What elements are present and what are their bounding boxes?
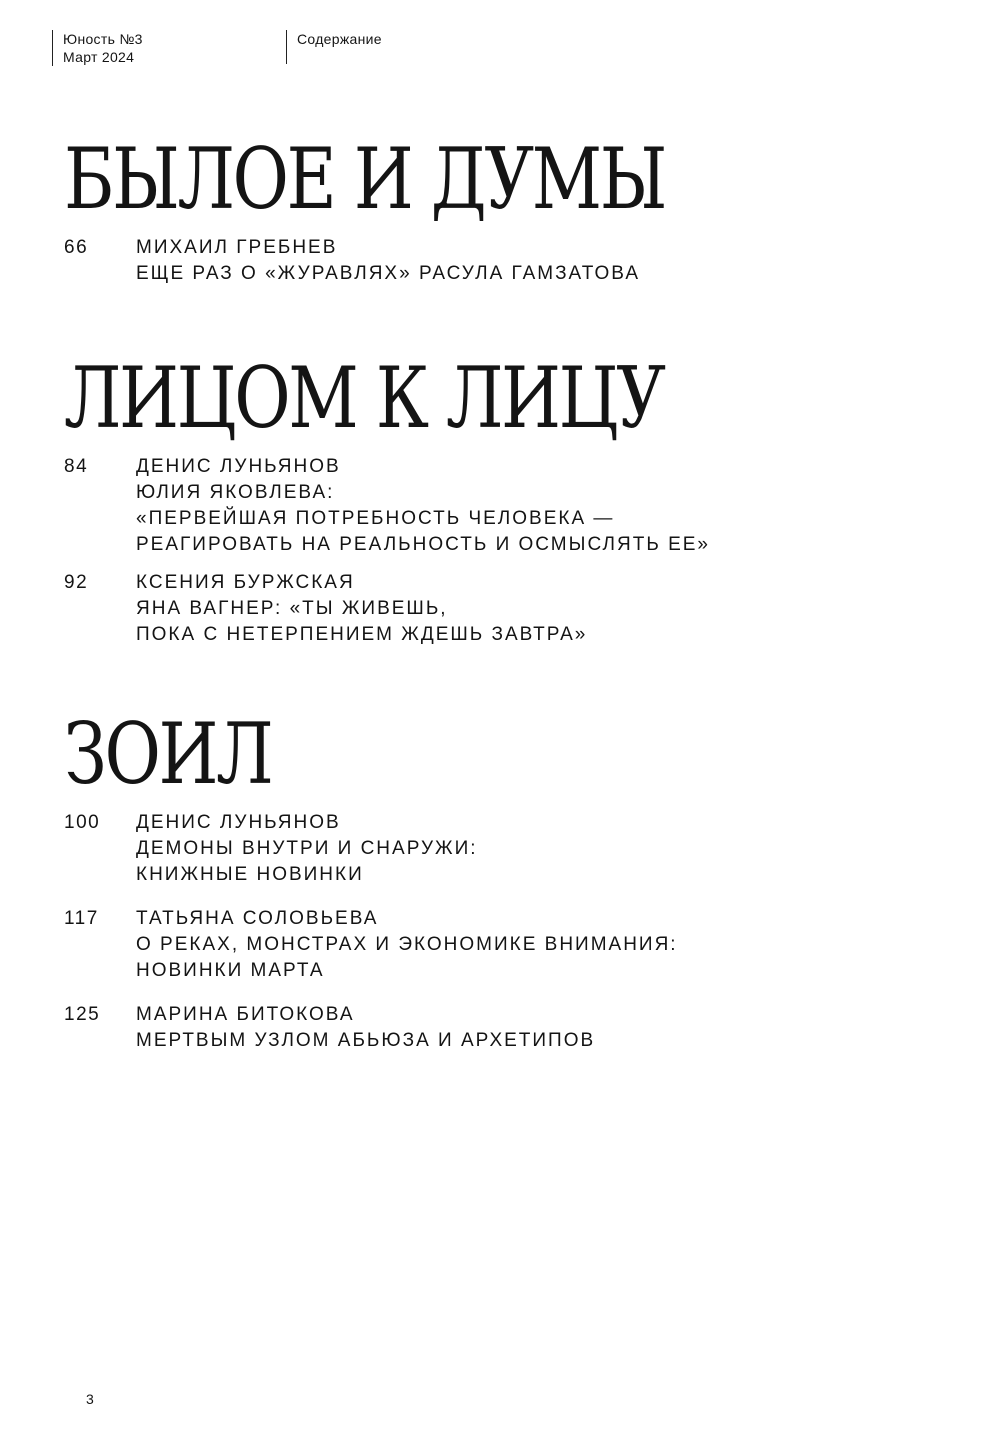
entry-page-number: 84: [64, 456, 89, 477]
toc-entry[interactable]: [64, 454, 964, 558]
entry-author: ТАТЬЯНА СОЛОВЬЕВА: [136, 908, 379, 929]
toc-section: [64, 130, 964, 287]
entry-title-line: КНИЖНЫЕ НОВИНКИ: [136, 864, 364, 885]
entry-text: [136, 810, 964, 888]
entry-title-line: «ПЕРВЕЙШАЯ ПОТРЕБНОСТЬ ЧЕЛОВЕКА —: [136, 508, 615, 529]
entry-author: КСЕНИЯ БУРЖСКАЯ: [136, 572, 355, 593]
section-title: ЛИЦОМ К ЛИЦУ: [64, 349, 664, 447]
entry-title-line: ЮЛИЯ ЯКОВЛЕВА:: [136, 482, 335, 503]
toc-entry[interactable]: [64, 906, 964, 984]
entry-author: ДЕНИС ЛУНЬЯНОВ: [136, 456, 341, 477]
entry-author: МАРИНА БИТОКОВА: [136, 1004, 355, 1025]
page-number: 3: [86, 1391, 94, 1407]
entry-title-line: НОВИНКИ МАРТА: [136, 960, 325, 981]
entry-title-line: ЯНА ВАГНЕР: «ТЫ ЖИВЕШЬ,: [136, 598, 448, 619]
page-header: [0, 30, 1000, 70]
toc-section: [64, 349, 964, 648]
entry-page-number: 117: [64, 908, 99, 929]
toc-section: [64, 705, 964, 1054]
entry-title-line: О РЕКАХ, МОНСТРАХ И ЭКОНОМИКЕ ВНИМАНИЯ:: [136, 934, 678, 955]
issue-date: Март 2024: [63, 49, 135, 65]
entry-title-line: МЕРТВЫМ УЗЛОМ АБЬЮЗА И АРХЕТИПОВ: [136, 1030, 596, 1051]
entry-author: ДЕНИС ЛУНЬЯНОВ: [136, 812, 341, 833]
toc-entry[interactable]: [64, 810, 964, 888]
entry-text: [136, 906, 964, 984]
entry-title-line: ЕЩЕ РАЗ О «ЖУРАВЛЯХ» РАСУЛА ГАМЗАТОВА: [136, 263, 640, 284]
entry-title-line: РЕАГИРОВАТЬ НА РЕАЛЬНОСТЬ И ОСМЫСЛЯТЬ ЕЕ»: [136, 534, 710, 555]
entry-page-number: 100: [64, 812, 101, 833]
entry-page-number: 125: [64, 1004, 101, 1025]
journal-name: Юность №3: [63, 31, 143, 47]
section-name: Содержание: [297, 31, 382, 47]
entry-text: [136, 570, 964, 648]
section-title: ЗОИЛ: [64, 705, 272, 803]
entry-page-number: 66: [64, 237, 89, 258]
journal-info: [52, 30, 143, 66]
entry-author: МИХАИЛ ГРЕБНЕВ: [136, 237, 338, 258]
toc-entry[interactable]: [64, 235, 964, 287]
entry-page-number: 92: [64, 572, 89, 593]
entry-text: [136, 1002, 964, 1054]
toc-entry[interactable]: [64, 570, 964, 648]
section-label: [286, 30, 382, 64]
entry-title-line: ПОКА С НЕТЕРПЕНИЕМ ЖДЕШЬ ЗАВТРА»: [136, 624, 588, 645]
section-title: БЫЛОЕ И ДУМЫ: [64, 130, 666, 228]
toc-entry[interactable]: [64, 1002, 964, 1054]
entry-title-line: ДЕМОНЫ ВНУТРИ И СНАРУЖИ:: [136, 838, 478, 859]
entry-text: [136, 235, 964, 287]
entry-text: [136, 454, 964, 558]
